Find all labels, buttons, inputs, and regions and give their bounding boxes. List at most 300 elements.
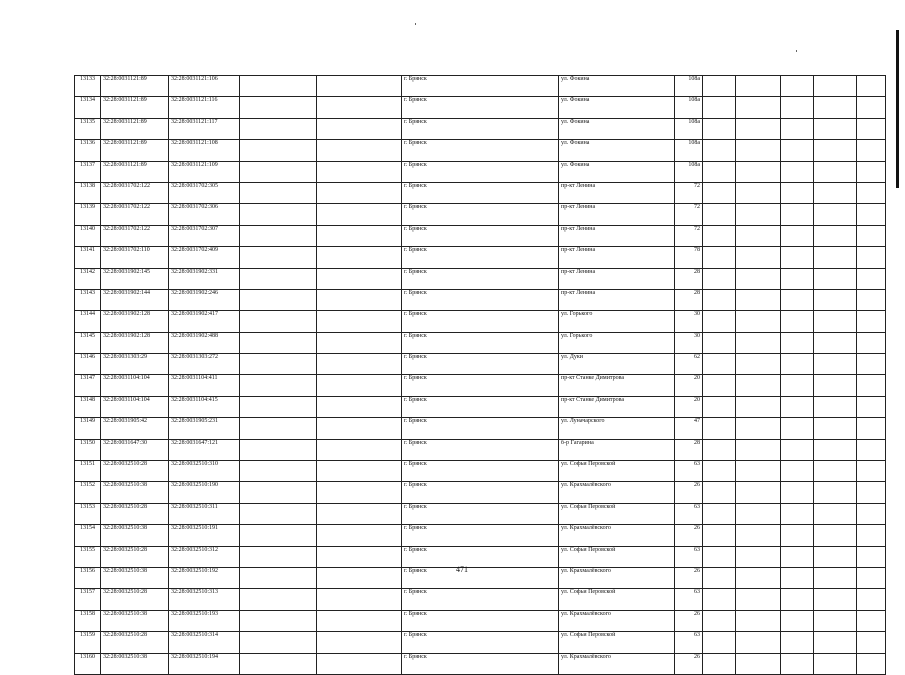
row-number: 13133 [75,76,101,97]
cadastral-number-2: 32:28:0031902:417 [169,311,240,332]
empty-cell [317,161,402,182]
empty-cell [240,396,317,417]
street-cell: пр-кт Ленина [559,289,675,310]
cadastral-number-1: 32:28:0032510:38 [101,567,169,588]
cadastral-number-2: 32:28:0032510:310 [169,461,240,482]
empty-cell [703,461,736,482]
empty-cell [781,182,814,203]
empty-cell [317,140,402,161]
empty-cell [814,396,857,417]
empty-cell [317,182,402,203]
empty-cell [736,439,781,460]
street-cell: ул. Фокина [559,140,675,161]
street-cell: ул. Фокина [559,118,675,139]
city-cell: г. Брянск [402,118,559,139]
empty-cell [317,653,402,674]
empty-cell [814,525,857,546]
street-cell: пр-кт Ленина [559,247,675,268]
empty-cell [736,610,781,631]
row-number: 13143 [75,289,101,310]
empty-cell [736,503,781,524]
empty-cell [857,182,886,203]
cadastral-number-2: 32:28:0031902:331 [169,268,240,289]
house-cell: 26 [675,567,703,588]
cadastral-number-1: 32:28:0032510:28 [101,589,169,610]
table-row [75,182,886,203]
empty-cell [317,76,402,97]
house-cell: 26 [675,653,703,674]
empty-cell [240,525,317,546]
empty-cell [317,225,402,246]
empty-cell [240,589,317,610]
house-cell: 63 [675,503,703,524]
city-cell: г. Брянск [402,225,559,246]
city-cell: г. Брянск [402,375,559,396]
street-cell: пр-кт Станке Димитрова [559,396,675,417]
cadastral-number-1: 32:28:0031902:145 [101,268,169,289]
empty-cell [703,140,736,161]
empty-cell [317,354,402,375]
house-cell: 108а [675,140,703,161]
table-row [75,567,886,588]
cadastral-number-2: 32:28:0032510:312 [169,546,240,567]
empty-cell [240,332,317,353]
house-cell: 63 [675,589,703,610]
cadastral-number-1: 32:28:0031702:122 [101,204,169,225]
empty-cell [703,225,736,246]
empty-cell [814,354,857,375]
street-cell: б-р Гагарина [559,439,675,460]
empty-cell [736,418,781,439]
empty-cell [857,311,886,332]
house-cell: 20 [675,375,703,396]
city-cell: г. Брянск [402,204,559,225]
cadastral-number-1: 32:28:0031121:89 [101,140,169,161]
empty-cell [814,482,857,503]
empty-cell [814,311,857,332]
table-row [75,482,886,503]
empty-cell [240,289,317,310]
empty-cell [736,354,781,375]
street-cell: ул. Дуки [559,354,675,375]
registry-table-body [75,76,886,675]
empty-cell [703,118,736,139]
empty-cell [781,589,814,610]
city-cell: г. Брянск [402,161,559,182]
empty-cell [703,97,736,118]
city-cell: г. Брянск [402,76,559,97]
empty-cell [857,247,886,268]
empty-cell [814,268,857,289]
city-cell: г. Брянск [402,503,559,524]
empty-cell [857,546,886,567]
empty-cell [317,418,402,439]
city-cell: г. Брянск [402,546,559,567]
empty-cell [703,268,736,289]
cadastral-number-1: 32:28:0032510:38 [101,525,169,546]
empty-cell [703,311,736,332]
empty-cell [814,632,857,653]
empty-cell [781,76,814,97]
house-cell: 30 [675,332,703,353]
empty-cell [317,311,402,332]
city-cell: г. Брянск [402,567,559,588]
empty-cell [814,225,857,246]
street-cell: ул. Фокина [559,97,675,118]
empty-cell [781,632,814,653]
cadastral-number-2: 32:28:0032510:313 [169,589,240,610]
empty-cell [240,375,317,396]
cadastral-number-2: 32:28:0031902:246 [169,289,240,310]
table-row [75,268,886,289]
row-number: 13152 [75,482,101,503]
street-cell: ул. Горького [559,332,675,353]
row-number: 13139 [75,204,101,225]
empty-cell [781,140,814,161]
street-cell: ул. Крахмалёвского [559,482,675,503]
empty-cell [736,161,781,182]
cadastral-number-2: 32:28:0031104:411 [169,375,240,396]
table-row [75,418,886,439]
city-cell: г. Брянск [402,268,559,289]
empty-cell [317,332,402,353]
empty-cell [703,204,736,225]
empty-cell [857,289,886,310]
table-row [75,76,886,97]
house-cell: 63 [675,546,703,567]
street-cell: пр-кт Ленина [559,204,675,225]
cadastral-number-1: 32:28:0031905:42 [101,418,169,439]
empty-cell [781,354,814,375]
street-cell: ул. Крахмалёвского [559,653,675,674]
row-number: 13154 [75,525,101,546]
empty-cell [781,225,814,246]
cadastral-number-1: 32:28:0031104:104 [101,375,169,396]
table-row [75,161,886,182]
street-cell: пр-кт Ленина [559,182,675,203]
empty-cell [703,525,736,546]
empty-cell [857,161,886,182]
street-cell: ул. Софьи Перовской [559,461,675,482]
empty-cell [317,118,402,139]
empty-cell [781,418,814,439]
house-cell: 108а [675,161,703,182]
empty-cell [703,482,736,503]
empty-cell [857,418,886,439]
empty-cell [736,653,781,674]
empty-cell [703,503,736,524]
table-row [75,439,886,460]
empty-cell [781,482,814,503]
cadastral-number-1: 32:28:0031702:110 [101,247,169,268]
empty-cell [781,525,814,546]
empty-cell [703,546,736,567]
empty-cell [857,653,886,674]
row-number: 13157 [75,589,101,610]
house-cell: 62 [675,354,703,375]
cadastral-number-1: 32:28:0031303:29 [101,354,169,375]
row-number: 13134 [75,97,101,118]
city-cell: г. Брянск [402,589,559,610]
empty-cell [240,567,317,588]
scan-speck [796,50,797,52]
row-number: 13158 [75,610,101,631]
cadastral-number-2: 32:28:0032510:311 [169,503,240,524]
table-row [75,589,886,610]
house-cell: 28 [675,289,703,310]
empty-cell [736,589,781,610]
empty-cell [814,439,857,460]
empty-cell [703,567,736,588]
street-cell: ул. Софьи Перовской [559,546,675,567]
city-cell: г. Брянск [402,396,559,417]
empty-cell [857,482,886,503]
empty-cell [857,375,886,396]
row-number: 13160 [75,653,101,674]
row-number: 13150 [75,439,101,460]
empty-cell [317,589,402,610]
house-cell: 108а [675,97,703,118]
empty-cell [240,225,317,246]
cadastral-number-1: 32:28:0031647:30 [101,439,169,460]
street-cell: ул. Фокина [559,161,675,182]
cadastral-number-1: 32:28:0032510:38 [101,482,169,503]
cadastral-number-2: 32:28:0031121:108 [169,140,240,161]
row-number: 13147 [75,375,101,396]
row-number: 13151 [75,461,101,482]
empty-cell [814,204,857,225]
empty-cell [317,632,402,653]
empty-cell [703,332,736,353]
empty-cell [857,461,886,482]
cadastral-number-2: 32:28:0032510:194 [169,653,240,674]
street-cell: ул. Крахмалёвского [559,610,675,631]
house-cell: 20 [675,396,703,417]
street-cell: ул. Крахмалёвского [559,567,675,588]
empty-cell [857,525,886,546]
row-number: 13156 [75,567,101,588]
page-number: 471 [456,565,468,574]
table-row [75,332,886,353]
row-number: 13144 [75,311,101,332]
empty-cell [317,503,402,524]
cadastral-number-1: 32:28:0032510:28 [101,503,169,524]
row-number: 13140 [75,225,101,246]
cadastral-number-2: 32:28:0031702:306 [169,204,240,225]
city-cell: г. Брянск [402,332,559,353]
empty-cell [857,332,886,353]
empty-cell [703,182,736,203]
table-row [75,311,886,332]
table-row [75,632,886,653]
row-number: 13135 [75,118,101,139]
row-number: 13141 [75,247,101,268]
city-cell: г. Брянск [402,140,559,161]
empty-cell [857,396,886,417]
empty-cell [736,396,781,417]
row-number: 13145 [75,332,101,353]
empty-cell [781,546,814,567]
cadastral-number-2: 32:28:0031647:121 [169,439,240,460]
empty-cell [240,418,317,439]
empty-cell [781,375,814,396]
empty-cell [814,76,857,97]
house-cell: 72 [675,182,703,203]
empty-cell [781,311,814,332]
empty-cell [703,396,736,417]
empty-cell [317,482,402,503]
empty-cell [736,482,781,503]
house-cell: 26 [675,610,703,631]
empty-cell [240,546,317,567]
city-cell: г. Брянск [402,610,559,631]
empty-cell [703,418,736,439]
table-row [75,503,886,524]
street-cell: ул. Крахмалёвского [559,525,675,546]
cadastral-number-2: 32:28:0031905:231 [169,418,240,439]
cadastral-number-1: 32:28:0032510:38 [101,610,169,631]
empty-cell [814,140,857,161]
empty-cell [857,268,886,289]
empty-cell [317,546,402,567]
house-cell: 63 [675,461,703,482]
row-number: 13159 [75,632,101,653]
cadastral-number-1: 32:28:0031902:128 [101,332,169,353]
street-cell: ул. Софьи Перовской [559,503,675,524]
empty-cell [814,567,857,588]
city-cell: г. Брянск [402,418,559,439]
empty-cell [703,354,736,375]
table-row [75,525,886,546]
empty-cell [781,461,814,482]
city-cell: г. Брянск [402,632,559,653]
city-cell: г. Брянск [402,247,559,268]
cadastral-number-1: 32:28:0031702:122 [101,225,169,246]
empty-cell [240,161,317,182]
empty-cell [736,182,781,203]
street-cell: ул. Софьи Перовской [559,589,675,610]
house-cell: 78 [675,247,703,268]
cadastral-number-2: 32:28:0031104:415 [169,396,240,417]
empty-cell [781,567,814,588]
row-number: 13153 [75,503,101,524]
city-cell: г. Брянск [402,653,559,674]
cadastral-number-2: 32:28:0032510:191 [169,525,240,546]
cadastral-number-2: 32:28:0031702:305 [169,182,240,203]
empty-cell [814,118,857,139]
house-cell: 28 [675,268,703,289]
house-cell: 72 [675,204,703,225]
city-cell: г. Брянск [402,482,559,503]
empty-cell [317,461,402,482]
empty-cell [317,439,402,460]
empty-cell [814,182,857,203]
empty-cell [736,546,781,567]
cadastral-number-2: 32:28:0032510:193 [169,610,240,631]
empty-cell [703,589,736,610]
empty-cell [240,97,317,118]
empty-cell [814,503,857,524]
empty-cell [736,76,781,97]
cadastral-number-2: 32:28:0031303:272 [169,354,240,375]
empty-cell [240,268,317,289]
cadastral-number-2: 32:28:0031902:488 [169,332,240,353]
table-row [75,289,886,310]
city-cell: г. Брянск [402,461,559,482]
cadastral-number-1: 32:28:0031121:89 [101,118,169,139]
cadastral-number-2: 32:28:0031121:106 [169,76,240,97]
empty-cell [736,268,781,289]
empty-cell [814,461,857,482]
empty-cell [736,225,781,246]
table-row [75,610,886,631]
city-cell: г. Брянск [402,525,559,546]
cadastral-number-1: 32:28:0031902:128 [101,311,169,332]
empty-cell [857,97,886,118]
empty-cell [317,289,402,310]
empty-cell [240,247,317,268]
cadastral-number-2: 32:28:0032510:192 [169,567,240,588]
empty-cell [781,332,814,353]
empty-cell [240,76,317,97]
empty-cell [814,375,857,396]
table-row [75,354,886,375]
empty-cell [703,375,736,396]
empty-cell [317,567,402,588]
empty-cell [857,225,886,246]
empty-cell [317,268,402,289]
cadastral-number-1: 32:28:0031121:89 [101,97,169,118]
table-row [75,396,886,417]
cadastral-number-2: 32:28:0031121:117 [169,118,240,139]
empty-cell [240,311,317,332]
empty-cell [781,247,814,268]
empty-cell [814,418,857,439]
empty-cell [814,546,857,567]
city-cell: г. Брянск [402,311,559,332]
empty-cell [814,610,857,631]
empty-cell [857,567,886,588]
empty-cell [814,332,857,353]
house-cell: 72 [675,225,703,246]
cadastral-number-1: 32:28:0031121:89 [101,76,169,97]
empty-cell [240,482,317,503]
empty-cell [240,182,317,203]
house-cell: 108а [675,76,703,97]
empty-cell [857,589,886,610]
city-cell: г. Брянск [402,182,559,203]
empty-cell [781,439,814,460]
street-cell: ул. Фокина [559,76,675,97]
empty-cell [781,610,814,631]
house-cell: 30 [675,311,703,332]
row-number: 13148 [75,396,101,417]
cadastral-number-1: 32:28:0031702:122 [101,182,169,203]
street-cell: пр-кт Ленина [559,268,675,289]
table-row [75,97,886,118]
cadastral-number-1: 32:28:0032510:28 [101,461,169,482]
city-cell: г. Брянск [402,289,559,310]
empty-cell [736,289,781,310]
row-number: 13136 [75,140,101,161]
empty-cell [736,332,781,353]
empty-cell [857,354,886,375]
row-number: 13149 [75,418,101,439]
empty-cell [857,140,886,161]
cadastral-number-1: 32:28:0031121:89 [101,161,169,182]
empty-cell [240,461,317,482]
empty-cell [781,653,814,674]
